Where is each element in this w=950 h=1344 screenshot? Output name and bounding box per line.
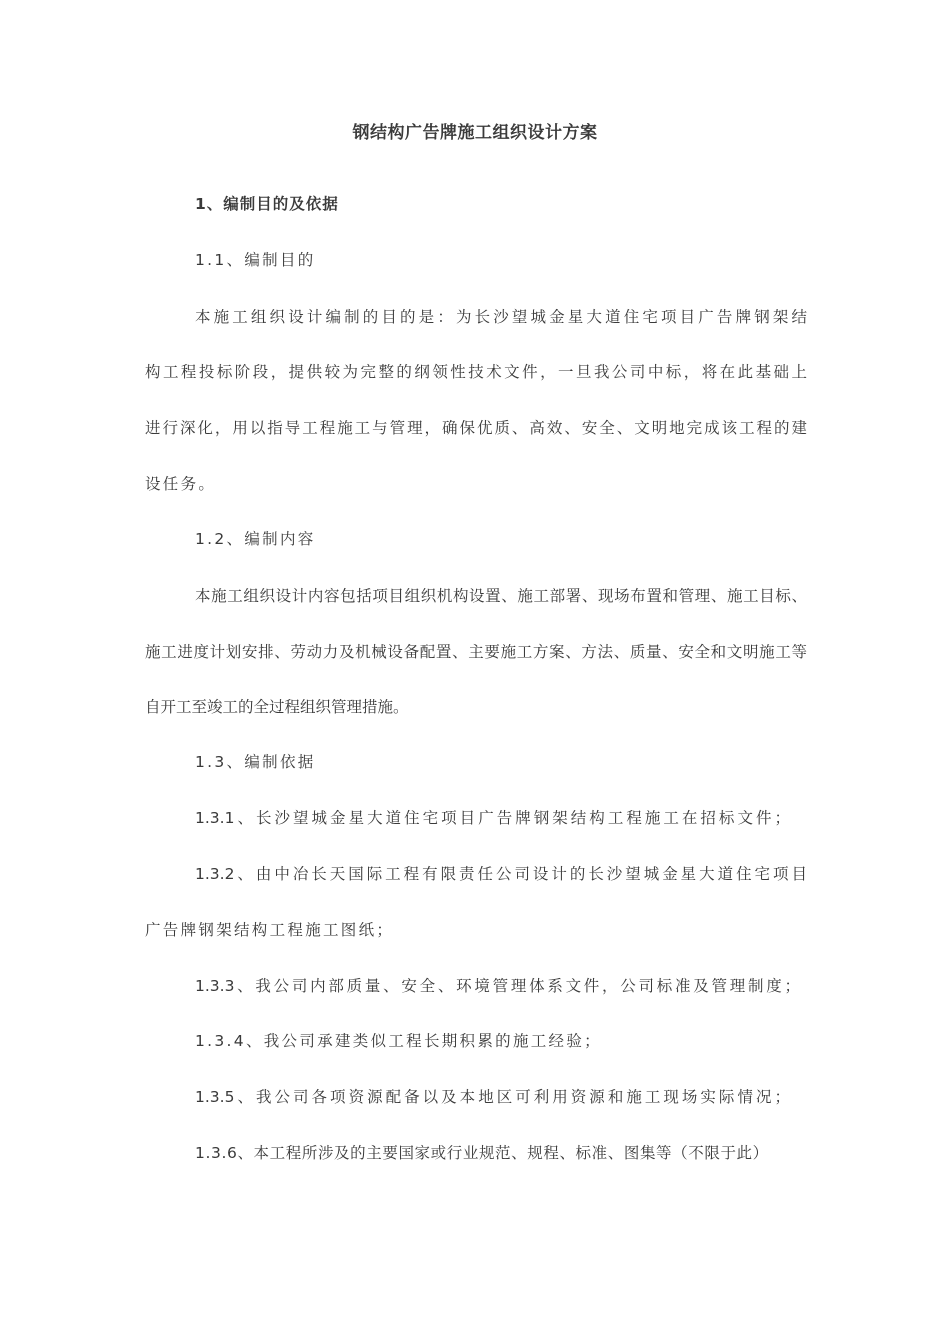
basis-item: 1.3.4、我公司承建类似工程长期积累的施工经验；: [195, 1032, 602, 1050]
paragraph-line: 构工程投标阶段，提供较为完整的纲领性技术文件，一旦我公司中标，将在此基础上: [145, 363, 807, 381]
document-title: 钢结构广告牌施工组织设计方案: [352, 123, 598, 143]
subsection-heading-1-2: 1.2、编制内容: [195, 530, 316, 548]
paragraph-line: 本施工组织设计编制的目的是：为长沙望城金星大道住宅项目广告牌钢架结: [195, 308, 807, 326]
basis-item: 1.3.3、我公司内部质量、安全、环境管理体系文件，公司标准及管理制度；: [195, 977, 800, 995]
basis-item: 1.3.6、本工程所涉及的主要国家或行业规范、规程、标准、图集等（不限于此）: [195, 1144, 769, 1162]
basis-item: 1.3.2、由中冶长天国际工程有限责任公司设计的长沙望城金星大道住宅项目: [195, 865, 807, 883]
paragraph-line: 设任务。: [145, 475, 217, 493]
paragraph-line: 自开工至竣工的全过程组织管理措施。: [145, 698, 409, 716]
basis-item-continuation: 广告牌钢架结构工程施工图纸；: [145, 921, 395, 939]
paragraph-line: 本施工组织设计内容包括项目组织机构设置、施工部署、现场布置和管理、施工目标、: [195, 587, 807, 605]
paragraph-line: 施工进度计划安排、劳动力及机械设备配置、主要施工方案、方法、质量、安全和文明施工等: [145, 643, 807, 661]
paragraph-line: 进行深化，用以指导工程施工与管理，确保优质、高效、安全、文明地完成该工程的建: [145, 419, 807, 437]
basis-item: 1.3.5、我公司各项资源配备以及本地区可利用资源和施工现场实际情况；: [195, 1088, 790, 1106]
basis-item: 1.3.1、长沙望城金星大道住宅项目广告牌钢架结构工程施工在招标文件；: [195, 809, 790, 827]
subsection-heading-1-3: 1.3、编制依据: [195, 753, 316, 771]
section-heading-1: 1、编制目的及依据: [195, 195, 339, 213]
subsection-heading-1-1: 1.1、编制目的: [195, 251, 316, 269]
